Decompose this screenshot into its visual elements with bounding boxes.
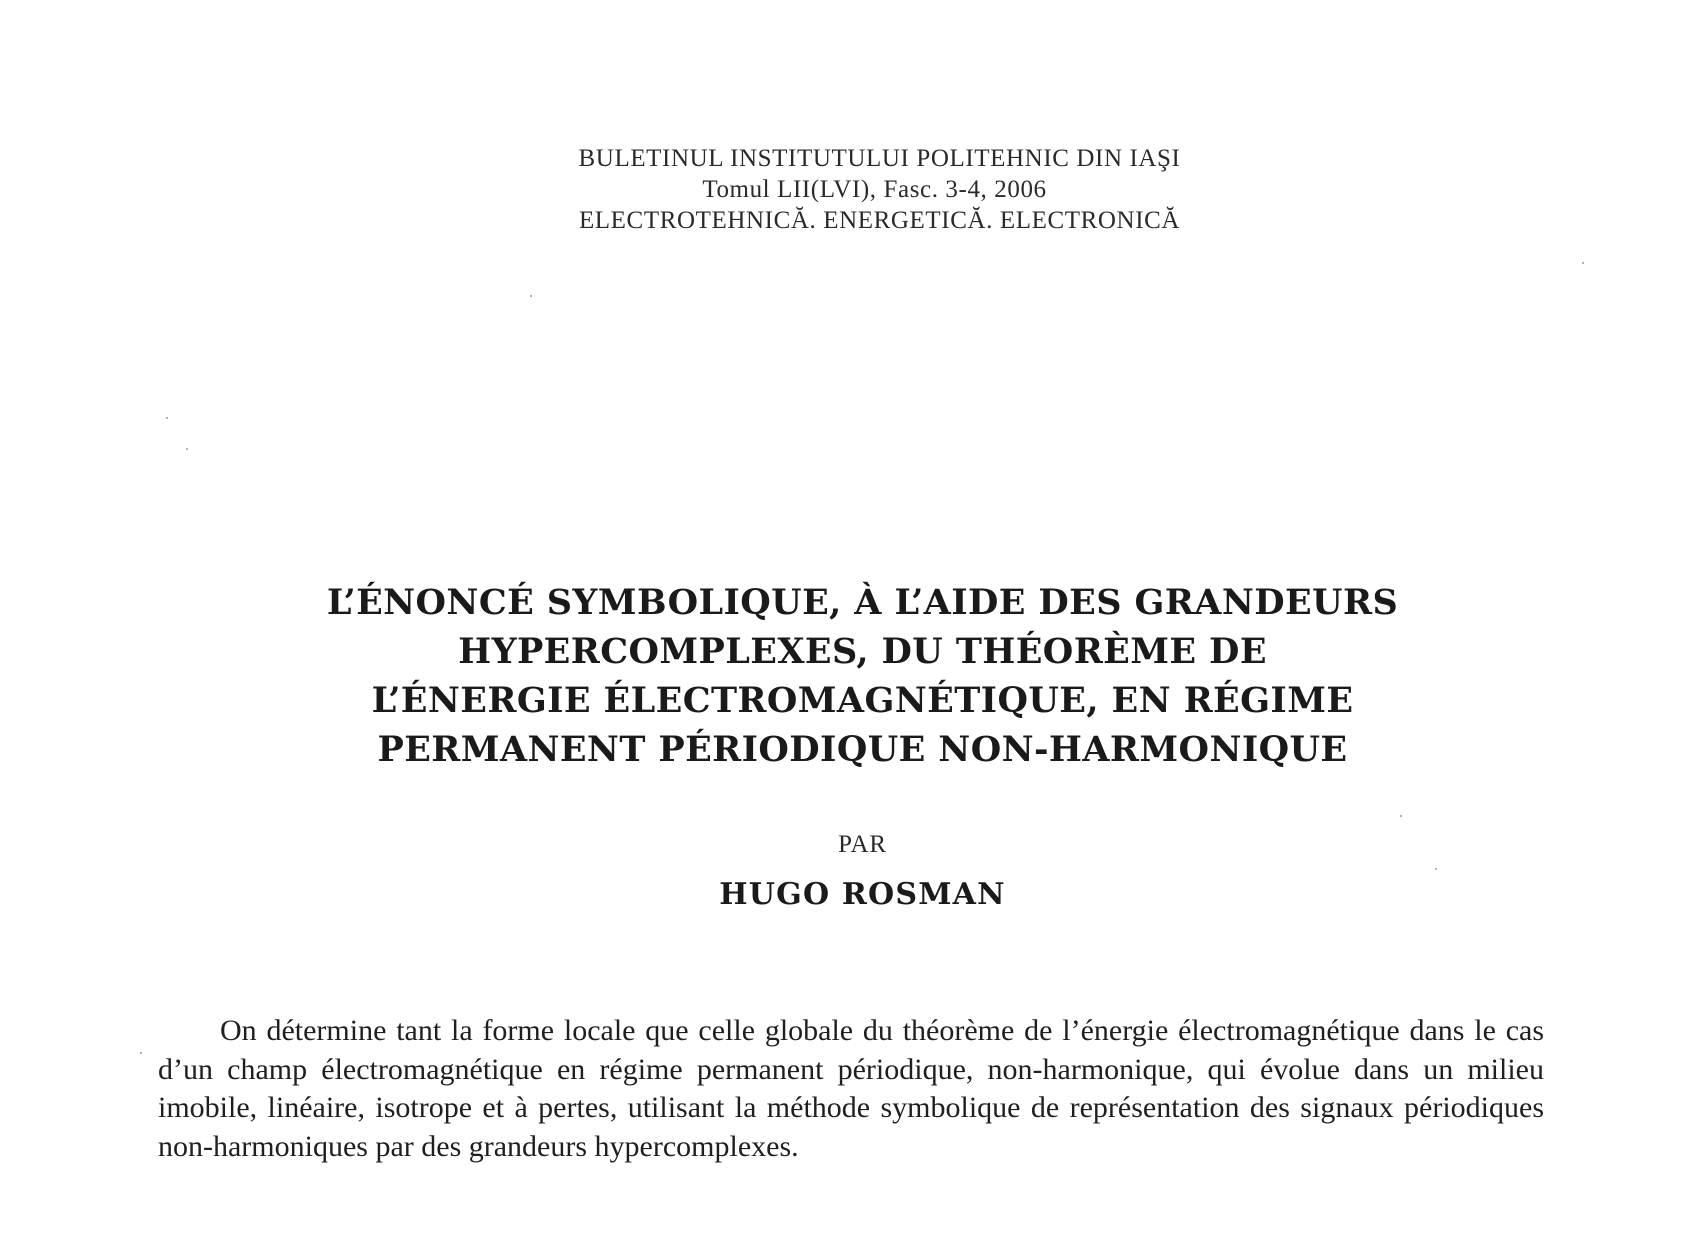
scan-speck [140,1052,142,1054]
scan-speck [530,295,532,297]
journal-name: BULETINUL INSTITUTULUI POLITEHNIC DIN IAŞI [578,145,1181,172]
par-label: PAR [838,831,887,858]
journal-volume: Tomul LII(LVI), Fasc. 3-4, 2006 [702,176,1047,203]
scan-speck [166,417,168,419]
author-label: HUGO ROSMAN [719,877,1006,912]
title-line: PERMANENT PÉRIODIQUE NON-HARMONIQUE [377,729,1348,770]
byline-par [0,831,1701,859]
title-line: L’ÉNONCÉ SYMBOLIQUE, À L’AIDE DES GRANDEURS [326,582,1399,623]
scan-speck [1435,868,1437,870]
scan-speck [1582,262,1584,264]
title-line: HYPERCOMPLEXES, DU THÉORÈME DE [458,631,1267,672]
abstract-text: On détermine tant la forme locale que celle globale du théorème de l’énergie électromagnétique dans le cas d’un champ électromagnétique en régime permanent périodique, non-harmonique, qui évolue dans un milieu imobile, linéaire, isotrope et à pertes, utilisant la méthode symbolique de représentation des signaux périodiques non-harmoniques par des grandeurs hypercomplexes. [158,1014,1544,1163]
title-line: L’ÉNERGIE ÉLECTROMAGNÉTIQUE, EN RÉGIME [371,680,1354,721]
journal-header [0,143,1701,236]
paper-title [0,578,1701,774]
journal-section: ELECTROTEHNICĂ. ENERGETICĂ. ELECTRONICĂ [578,207,1181,234]
scan-speck [1400,815,1402,817]
scan-speck [186,448,188,450]
author-name [0,877,1701,912]
